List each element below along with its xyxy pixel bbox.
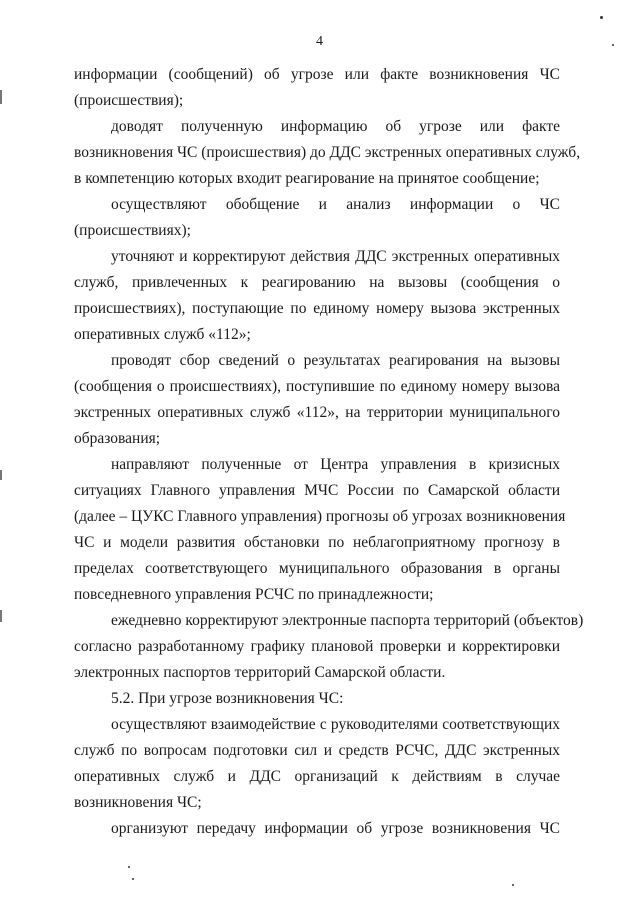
text-line: служб по вопросам подготовки сил и средств РСЧС, ДДС экстренных [74,742,560,759]
text-line: (происшествиях); [74,222,191,239]
text-line: возникновения ЧС; [74,794,202,811]
text-line: проводят сбор сведений о результатах реагирования на вызовы [111,352,560,369]
text-line: повседневного управления РСЧС по принадлежности; [74,586,434,603]
text-line: организуют передачу информации об угрозе возникновения ЧС [111,820,560,837]
page-number: 4 [316,34,323,49]
scan-speck [600,16,603,19]
text-line: образования; [74,430,161,447]
text-line: служб, привлеченных к реагированию на вызовы (сообщения о [74,274,560,291]
text-line: экстренных оперативных служб «112», на территории муниципального [74,404,560,421]
text-line: направляют полученные от Центра управления в кризисных [111,456,560,473]
text-line: осуществляют обобщение и анализ информации о ЧС [111,196,560,213]
text-line: (сообщения о происшествиях), поступившие по единому номеру вызова [74,378,560,395]
scan-speck [512,884,514,886]
scan-edge-mark [0,470,2,480]
text-line: происшествиях), поступающие по единому номеру вызова экстренных [74,300,560,317]
text-line: ЧС и модели развития обстановки по неблагоприятному прогнозу в [74,534,560,551]
text-line: уточняют и корректируют действия ДДС экстренных оперативных [111,248,560,265]
text-line: в компетенцию которых входит реагирование на принятое сообщение; [74,170,540,187]
scan-edge-mark [0,90,2,104]
text-line: пределах соответствующего муниципального образования в органы [74,560,560,577]
text-line: оперативных служб «112»; [74,326,251,343]
text-line: ежедневно корректируют электронные паспорта территорий (объектов) [111,612,584,629]
text-line: (происшествия); [74,92,184,109]
text-line: возникновения ЧС (происшествия) до ДДС экстренных оперативных служб, [74,144,581,161]
text-line: (далее – ЦУКС Главного управления) прогнозы об угрозах возникновения [74,508,566,525]
text-line: согласно разработанному графику плановой проверки и корректировки [74,638,560,655]
scan-edge-mark [0,610,2,622]
section-heading: 5.2. При угрозе возникновения ЧС: [111,690,344,707]
text-line: электронных паспортов территорий Самарской области. [74,664,446,681]
text-line: ситуациях Главного управления МЧС России по Самарской области [74,482,560,499]
text-line: доводят полученную информацию об угрозе или факте [111,118,560,135]
text-line: оперативных служб и ДДС организаций к действиям в случае [74,768,560,785]
scan-speck [132,878,134,880]
text-line: информации (сообщений) об угрозе или факте возникновения ЧС [74,66,560,83]
scan-speck [128,866,130,868]
scan-speck [612,44,614,46]
text-line: осуществляют взаимодействие с руководителями соответствующих [111,716,560,733]
